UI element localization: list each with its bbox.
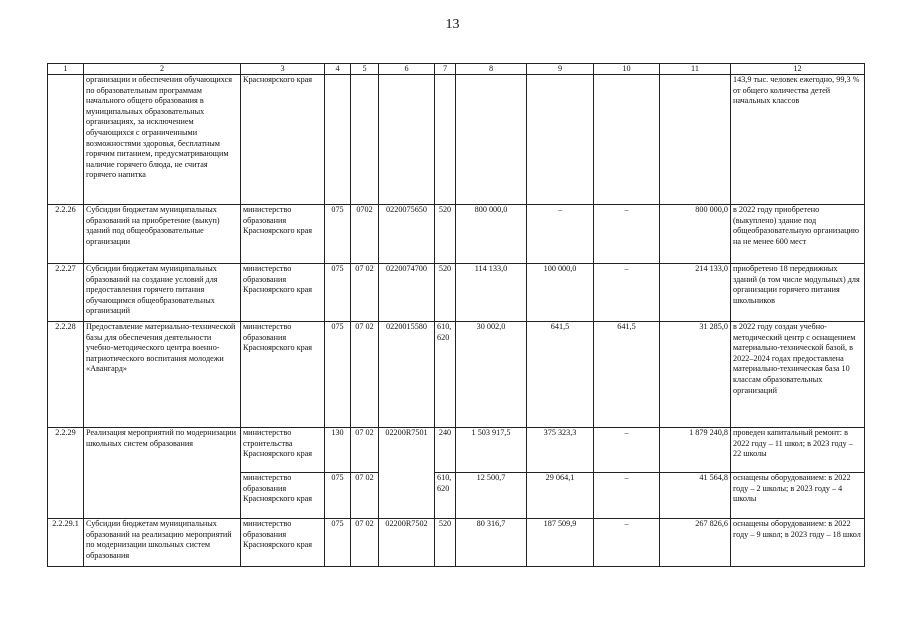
header-cell: 3 [241,64,325,75]
grbs-code: 075 [325,519,351,567]
target-code: 0220015580 [379,322,435,428]
expense-type: 520 [435,264,456,322]
target-code: 0220074700 [379,264,435,322]
amount-2022: 12 500,7 [456,473,527,519]
amount-total: 31 285,0 [660,322,731,428]
measure-name: Предоставление материально-технической базы для обеспечения деятельности учебно-методического центра военно-патриотического воспитания молодежи «Авангард» [84,322,241,428]
section-code: 07 02 [351,322,379,428]
expense-type: 520 [435,205,456,264]
target-code: 02200R7501 [379,428,435,519]
measure-name: Субсидии бюджетам муниципальных образований на создание условий для предоставления горячего питания обучающимся общеобразовательных организаций [84,264,241,322]
amount-2022: 80 316,7 [456,519,527,567]
row-number: 2.2.26 [48,205,84,264]
amount-2023: – [527,205,594,264]
expense-type: 610, 620 [435,322,456,428]
amount-2024: – [594,519,660,567]
header-cell: 4 [325,64,351,75]
measure-name: Субсидии бюджетам муниципальных образований на реализацию мероприятий по модернизации школьных систем образования [84,519,241,567]
header-cell: 2 [84,64,241,75]
expected-result: приобретено 18 передвижных зданий (в том числе модульных) для организации горячего питания школьников [731,264,865,322]
expense-type: 520 [435,519,456,567]
row-number: 2.2.29 [48,428,84,519]
target-code: 02200R7502 [379,519,435,567]
responsible: министерство образования Красноярского края [241,473,325,519]
amount-total: 1 879 240,8 [660,428,731,473]
section-code: 0702 [351,205,379,264]
header-cell: 8 [456,64,527,75]
amount-2022: 1 503 917,5 [456,428,527,473]
header-cell: 9 [527,64,594,75]
table-row [48,205,865,264]
responsible: министерство образования Красноярского края [241,205,325,264]
amount-2024: 641,5 [594,322,660,428]
header-cell: 10 [594,64,660,75]
header-cell: 11 [660,64,731,75]
page-number: 13 [445,17,460,32]
amount-2024: – [594,473,660,519]
table-row [48,519,865,567]
expected-result: 143,9 тыс. человек ежегодно, 99,3 % от общего количества детей начальных классов [731,75,865,205]
section-code: 07 02 [351,519,379,567]
amount-2024: – [594,428,660,473]
grbs-code: 075 [325,322,351,428]
program-table [47,63,865,567]
expected-result: в 2022 году приобретено (выкуплено) здание под общеобразовательную организацию на не менее 600 мест [731,205,865,264]
expense-type: 610, 620 [435,473,456,519]
measure-name: организации и обеспечения обучающихся по образовательным программам начального общего образования в муниципальных образовательных организациях, за исключением обучающихся с ограниченными возможностями здоровья, бесплатным горячим питанием, предусматривающим наличие горячего блюда, не считая горячего напитка [84,75,241,205]
measure-name: Субсидии бюджетам муниципальных образований на приобретение (выкуп) зданий под общеобразовательные организации [84,205,241,264]
table-row [48,75,865,205]
expected-result: проведен капитальный ремонт: в 2022 году – 11 школ; в 2023 году – 22 школы [731,428,865,473]
amount-total: 267 826,6 [660,519,731,567]
grbs-code: 075 [325,473,351,519]
header-cell: 5 [351,64,379,75]
responsible: Красноярского края [241,75,325,205]
responsible: министерство образования Красноярского края [241,264,325,322]
expected-result: в 2022 году создан учебно-методический центр с оснащением материально-технической базой, в 2022–2024 годах предоставлена материально-техническая база 10 классам образовательных организаций [731,322,865,428]
table-row [48,428,865,473]
amount-2023: 100 000,0 [527,264,594,322]
responsible: министерство строительства Красноярского края [241,428,325,473]
amount-total: 214 133,0 [660,264,731,322]
responsible: министерство образования Красноярского края [241,322,325,428]
amount-2022: 30 002,0 [456,322,527,428]
section-code: 07 02 [351,264,379,322]
section-code: 07 02 [351,473,379,519]
amount-2023: 29 064,1 [527,473,594,519]
amount-2022: 800 000,0 [456,205,527,264]
amount-2022: 114 133,0 [456,264,527,322]
expected-result: оснащены оборудованием: в 2022 году – 2 школы; в 2023 году – 4 школы [731,473,865,519]
header-cell: 1 [48,64,84,75]
header-cell: 7 [435,64,456,75]
amount-total: 800 000,0 [660,205,731,264]
row-number: 2.2.27 [48,264,84,322]
target-code: 0220075650 [379,205,435,264]
header-row [48,64,865,75]
amount-total: 41 564,8 [660,473,731,519]
expected-result: оснащены оборудованием: в 2022 году – 9 школ; в 2023 году – 18 школ [731,519,865,567]
amount-2023: 641,5 [527,322,594,428]
table-row [48,322,865,428]
amount-2024: – [594,205,660,264]
section-code: 07 02 [351,428,379,473]
header-cell: 12 [731,64,865,75]
grbs-code: 130 [325,428,351,473]
expense-type: 240 [435,428,456,473]
measure-name: Реализация мероприятий по модернизации школьных систем образования [84,428,241,519]
table-row [48,264,865,322]
amount-2023: 375 323,3 [527,428,594,473]
grbs-code: 075 [325,264,351,322]
grbs-code: 075 [325,205,351,264]
row-number: 2.2.29.1 [48,519,84,567]
responsible: министерство образования Красноярского края [241,519,325,567]
amount-2024: – [594,264,660,322]
header-cell: 6 [379,64,435,75]
row-number: 2.2.28 [48,322,84,428]
amount-2023: 187 509,9 [527,519,594,567]
